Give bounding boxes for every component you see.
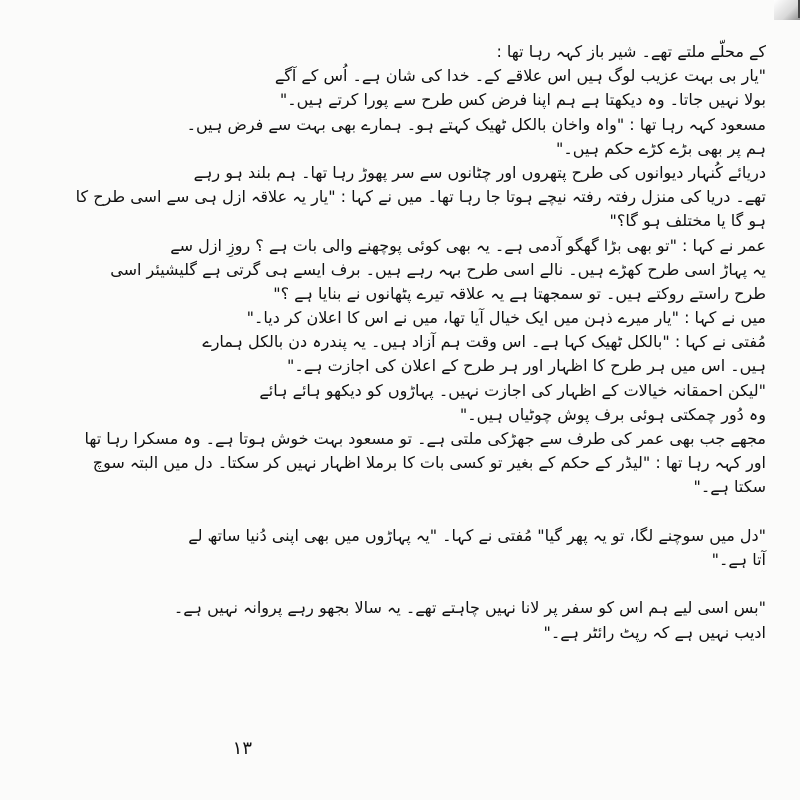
text-line: تھے۔ دریا کی منزل رفتہ رفتہ نیچے ہوتا جا رہا تھا۔ میں نے کہا : "یار یہ علاقہ ازل ہی سے اسی طرح کا (75, 187, 766, 207)
text-line: مسعود کہہ رہا تھا : "واہ واخان بالکل ٹھیک کہتے ہو۔ ہمارے بھی بہت سے فرض ہیں۔ (186, 114, 766, 134)
text-line: کے محلّے ملتے تھے۔ شیر باز کہہ رہا تھا : (496, 42, 766, 61)
text-line: عمر نے کہا : "تو بھی بڑا گھگو آدمی ہے۔ یہ بھی کوئی پوچھنے والی بات ہے ؟ روزِ ازل سے (170, 235, 766, 255)
text-line: اور کہہ رہا تھا : "لیڈر کے حکم کے بغیر تو کسی بات کا برملا اظہار نہیں کر سکتا۔ دل میں البتہ سوچ (92, 453, 766, 473)
text-line: مُفتی نے کہا : "بالکل ٹھیک کہا ہے۔ اس وقت ہم آزاد ہیں۔ یہ پندرہ دن بالکل ہمارے (202, 332, 766, 352)
text-line: ہیں۔ اس میں ہر طرح کا اظہار اور ہر طرح کے اعلان کی اجازت ہے۔" (287, 356, 766, 376)
text-line: "بس اسی لیے ہم اس کو سفر پر لانا نہیں چاہتے تھے۔ یہ سالا بجھو رہے پروانہ نہیں ہے۔ (173, 598, 766, 618)
text-line: مجھے جب بھی عمر کی طرف سے جھڑکی ملتی ہے۔ تو مسعود بہت خوش ہوتا ہے۔ وہ مسکرا رہا تھا (84, 429, 766, 448)
page-number: ۱۳ (232, 738, 252, 759)
text-line: "لیکن احمقانہ خیالات کے اظہار کی اجازت نہیں۔ پہاڑوں کو دیکھو ہائے ہائے (259, 380, 766, 400)
text-line: سکتا ہے۔" (693, 477, 766, 497)
text-line: آتا ہے۔" (711, 549, 766, 569)
text-line: میں نے کہا : "یار میرے ذہن میں ایک خیال آیا تھا، میں نے اس کا اعلان کر دیا۔" (246, 308, 766, 328)
page-text-block (75, 40, 766, 720)
text-line: طرح راستے روکتے ہیں۔ تو سمجھتا ہے یہ علاقہ تیرے پٹھانوں نے بنایا ہے ؟" (273, 283, 766, 303)
text-line (226, 572, 766, 596)
text-line: ادیب نہیں ہے کہ رپٹ رائٹر ہے۔" (543, 622, 766, 642)
page-corner-fold (774, 0, 800, 20)
text-line: بولا نہیں جاتا۔ وہ دیکھتا ہے ہم اپنا فرض کس طرح سے پورا کرتے ہیں۔" (279, 90, 766, 110)
text-line (226, 500, 766, 524)
text-line: "یار بی بہت عزیب لوگ ہیں اس علاقے کے۔ خدا کی شان ہے۔ اُس کے آگے (274, 66, 766, 86)
text-line: دریائے کُنہار دیوانوں کی طرح پتھروں اور چٹانوں سے سر پھوڑ رہا تھا۔ ہم بلند ہو رہے (193, 162, 766, 182)
text-line: وہ دُور چمکتی ہوئی برف پوش چوٹیاں ہیں۔" (459, 404, 766, 424)
text-line: ہم پر بھی بڑے کڑے حکم ہیں۔" (556, 138, 766, 158)
text-line: ہو گا یا مختلف ہو گا؟" (609, 211, 766, 231)
text-line: "دل میں سوچنے لگا، تو یہ پھر گیا" مُفتی نے کہا۔ "یہ پہاڑوں میں بھی اپنی دُنیا ساتھ لے (188, 525, 766, 545)
text-line: یہ پہاڑ اسی طرح کھڑے ہیں۔ نالے اسی طرح بہہ رہے ہیں۔ برف ایسے ہی گرتی ہے گلیشیئر اسی (110, 259, 766, 279)
